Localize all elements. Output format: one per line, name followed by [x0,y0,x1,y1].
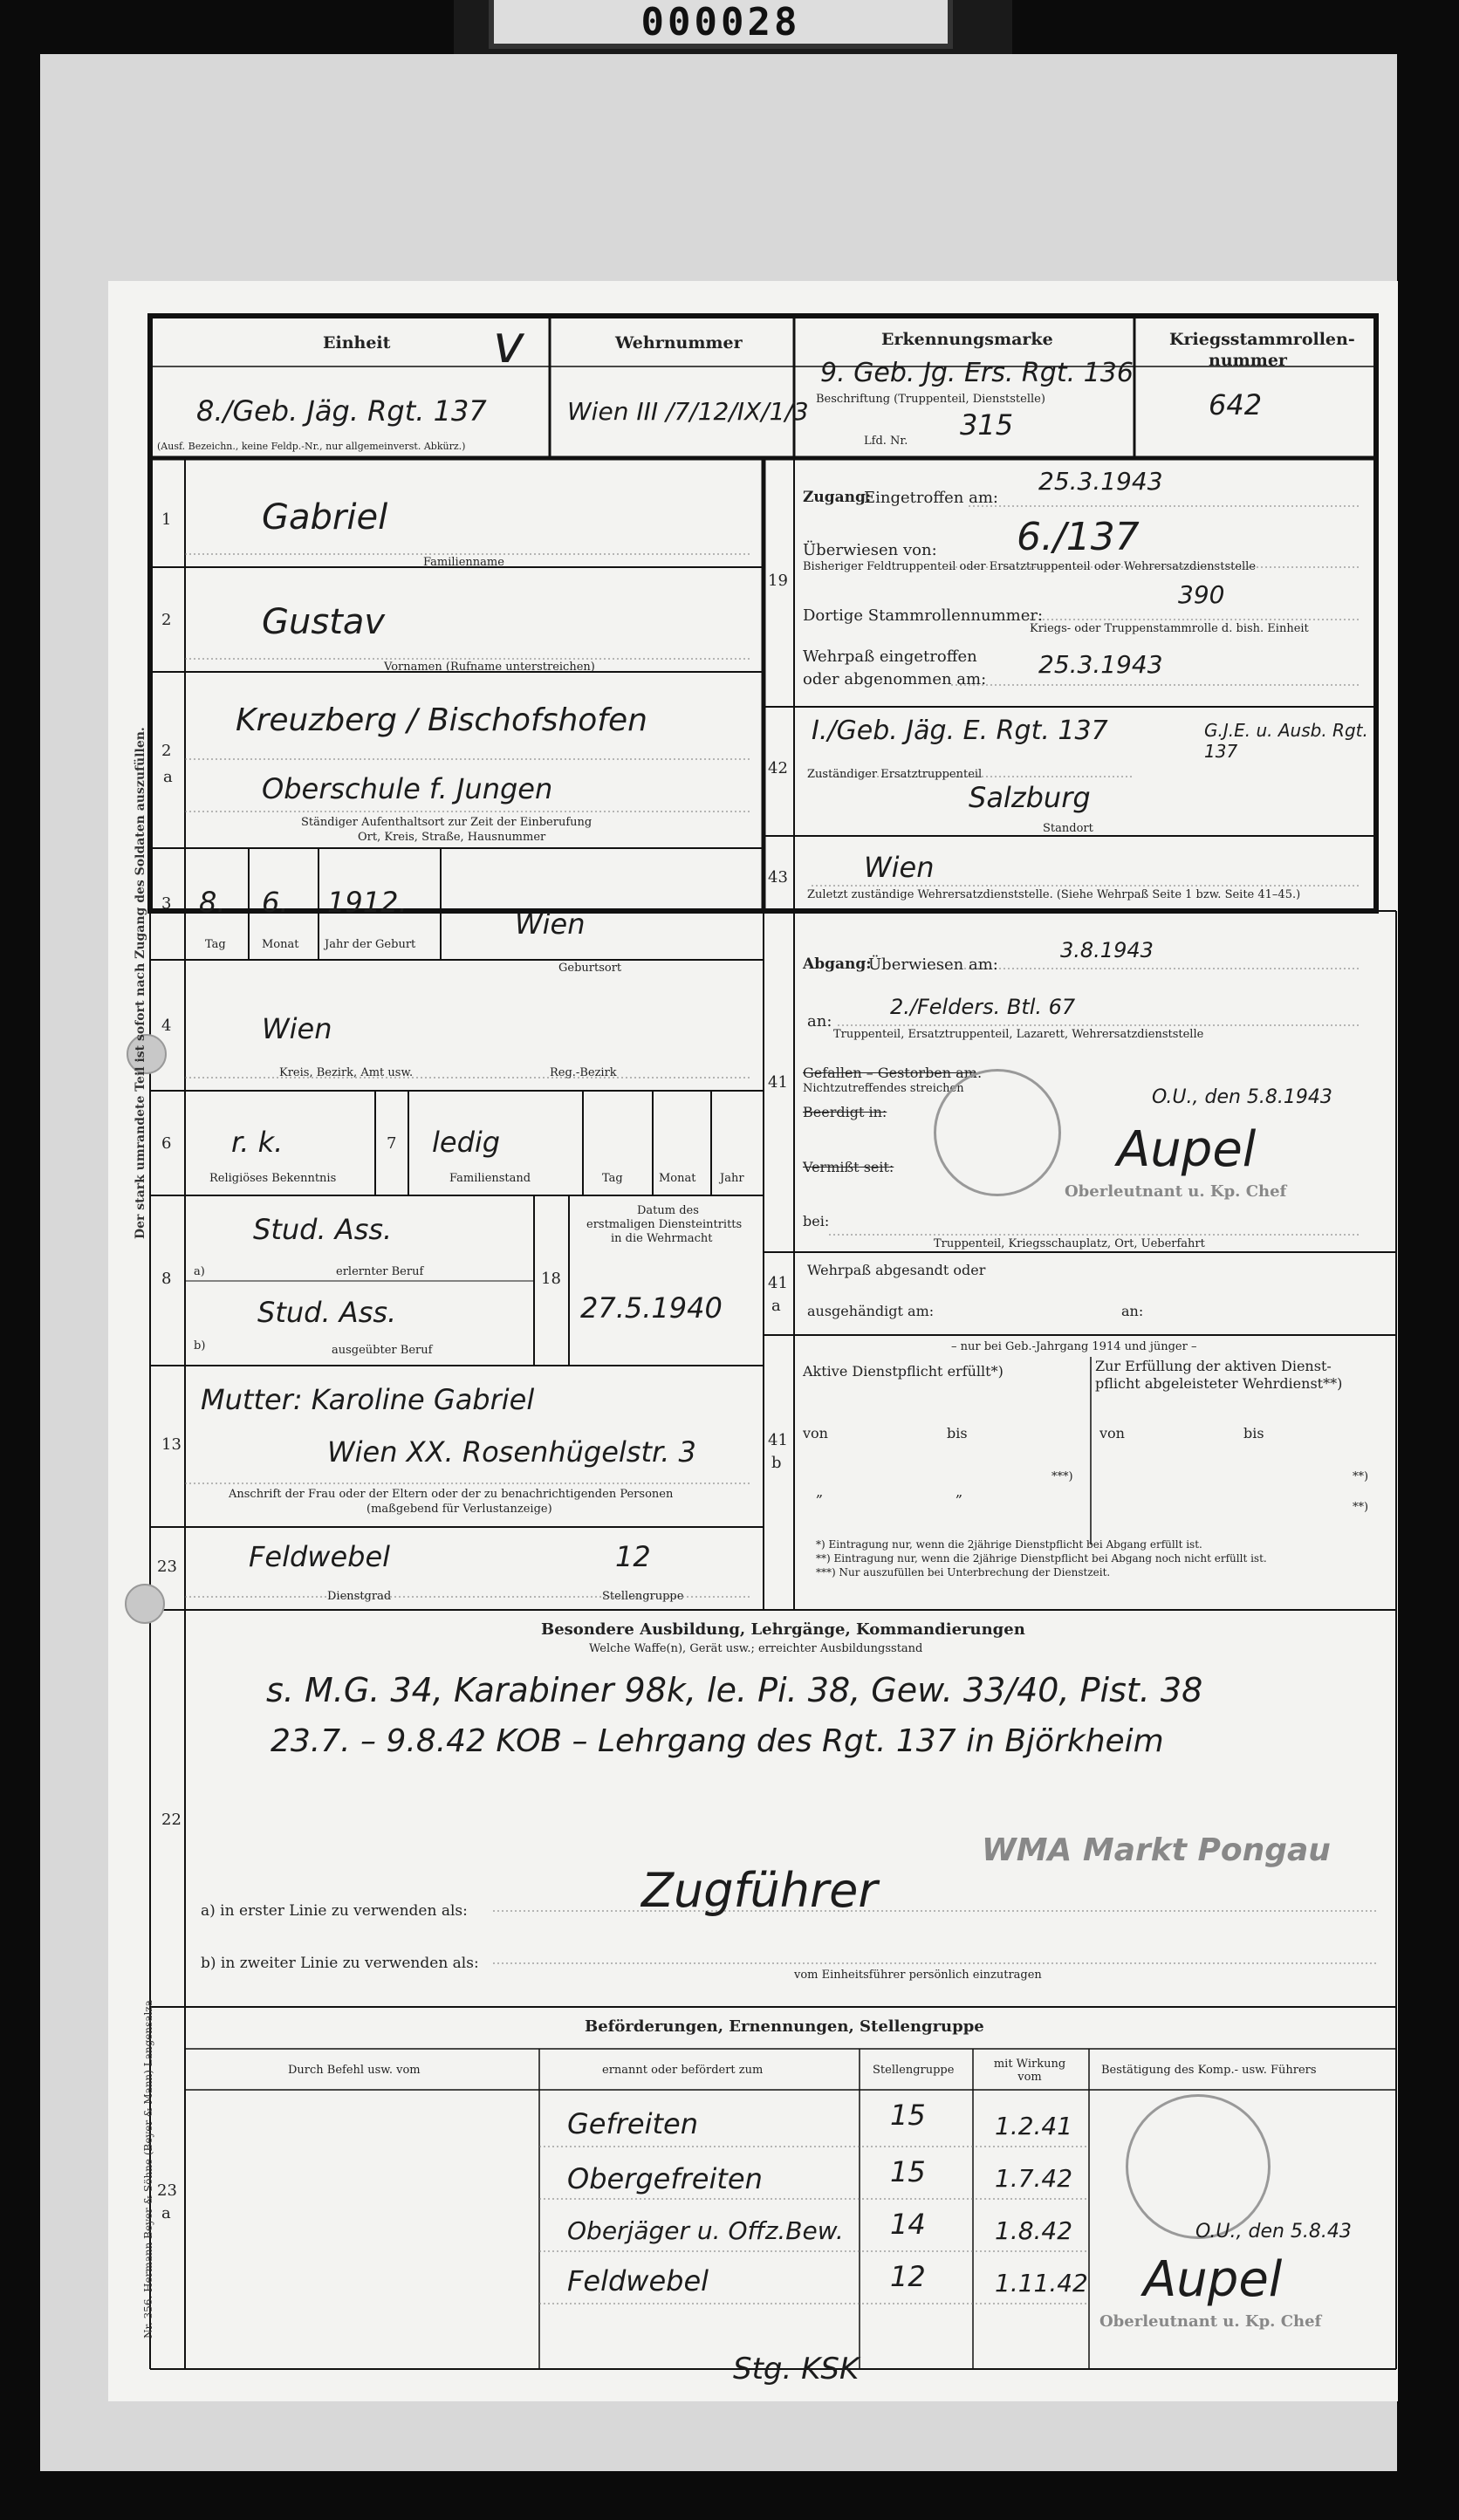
field-3-num: 3 [161,894,172,913]
eagle-stamp [934,1069,1061,1196]
gruppe-cell: 12 [890,2260,926,2293]
anschrift-line2: Wien XX. Rosenhügelstr. 3 [327,1435,696,1469]
date-cell: 1.7.42 [995,2164,1073,2193]
jahrgang-note: – nur bei Geb.-Jahrgang 1914 und jünger – [951,1340,1197,1353]
field-41-num: 41 [768,1073,788,1092]
dortige-stamm-value: 390 [1178,580,1225,609]
ausbildung-line2: 23.7. – 9.8.42 KOB – Lehrgang des Rgt. 137 in Björkheim [271,1723,1164,1759]
rank-cell: Gefreiten [567,2107,698,2140]
field-6-num: 6 [161,1134,172,1153]
geburt-jahr: 1912. [327,886,408,919]
dortige-stamm-note: Kriegs- oder Truppenstammrolle d. bish. Einheit [1030,622,1309,635]
wma-stamp: WMA Markt Pongau [982,1832,1331,1868]
eingetroffen-label: Eingetroffen am: [864,489,998,507]
round-stamp [1126,2094,1271,2239]
zugang-label: Zugang: [803,489,872,506]
befoerderungen-title: Beförderungen, Ernennungen, Stellengruppe [585,2017,984,2036]
familienname-label: Familienname [423,556,504,569]
gruppe-cell: 15 [890,2155,926,2188]
erste-linie-value: Zugführer [641,1863,878,1918]
ersatztruppenteil-side: G.J.E. u. Ausb. Rgt. 137 [1204,720,1368,762]
date-cell: 1.11.42 [995,2269,1088,2297]
kriegsstamm-header-2: nummer [1209,351,1287,370]
rank-cell: Feldwebel [567,2264,709,2297]
wehrpass-value: 25.3.1943 [1038,650,1163,679]
field-1-num: 1 [161,510,172,529]
aufenthalt-line1: Kreuzberg / Bischofshofen [236,702,647,738]
field-43-num: 43 [768,868,788,887]
aufenthalt-line2: Oberschule f. Jungen [262,772,553,805]
zur-bis: bis [1243,1425,1264,1441]
familienstand-value: ledig [432,1126,501,1159]
anschrift-line1: Mutter: Karoline Gabriel [201,1383,535,1416]
vermisst-label: Vermißt seit: [803,1159,894,1175]
stellengruppe-value: 12 [615,1540,651,1573]
field-41a-sub: a [771,1297,781,1315]
erkennungsmarke-header: Erkennungsmarke [881,330,1053,349]
aktive-ditto-von: „ [816,1483,824,1500]
abgang-signature: Aupel [1117,1121,1257,1178]
ausbildung-subtitle: Welche Waffe(n), Gerät usw.; erreichter Ausbildungsstand [589,1642,923,1655]
vertical-instruction: Der stark umrandete Teil ist sofort nach Zugang des Soldaten auszufüllen. [134,727,147,1239]
f8-b: b) [194,1339,206,1352]
befoerderung-stamp-text: Oberleutnant u. Kp. Chef [1099,2312,1322,2331]
standort-label: Standort [1043,822,1093,835]
col-befehl: Durch Befehl usw. vom [288,2064,421,2077]
familienstand-label: Familienstand [449,1172,531,1185]
date-cell: 1.8.42 [995,2216,1073,2245]
abgang-an-value: 2./Felders. Btl. 67 [890,995,1076,1019]
field-8-num: 8 [161,1270,172,1288]
field-2a-sub: a [163,768,173,786]
kreis-label: Kreis, Bezirk, Amt usw. [279,1066,414,1079]
wehrpass-an-label: an: [1121,1303,1144,1319]
aktive-star3: ***) [1051,1470,1073,1483]
marke-value: 9. Geb. Jg. Ers. Rgt. 136 [820,358,1134,388]
col-bestaetigung: Bestätigung des Komp.- usw. Führers [1101,2064,1317,2077]
footnote-2: **) Eintragung nur, wenn die 2jährige Dienstpflicht bei Abgang noch nicht erfüllt ist. [816,1552,1267,1565]
kreis-value: Wien [262,1012,332,1045]
f8-a: a) [194,1265,205,1278]
wehrpass-abgesandt-label2: ausgehändigt am: [807,1303,935,1319]
printer-imprint: Nr. 356. Hermann Beyer & Söhne (Beyer & Mann) Langensalza [142,2000,154,2339]
field-7-num: 7 [387,1134,397,1153]
ausbildung-line1: s. M.G. 34, Karabiner 98k, le. Pi. 38, Gew. 33/40, Pist. 38 [266,1671,1203,1709]
counter-number: 000028 [489,0,953,49]
stellengruppe-label: Stellengruppe [602,1590,684,1603]
field-13-num: 13 [161,1435,182,1454]
lfd-value: 315 [960,408,1014,442]
aktive-dienstpflicht-label: Aktive Dienstpflicht erfüllt*) [803,1363,1003,1380]
einheit-value: 8./Geb. Jäg. Rgt. 137 [196,394,487,428]
aufenthalt-label2: Ort, Kreis, Straße, Hausnummer [358,831,546,844]
aufenthalt-label1: Ständiger Aufenthaltsort zur Zeit der Einberufung [301,816,593,829]
field-2-num: 2 [161,611,172,629]
einheit-mark: v [493,314,524,375]
kriegsstamm-header: Kriegsstammrollen- [1169,330,1355,349]
abgang-sign-place: O.U., den 5.8.1943 [1152,1086,1332,1108]
gruppe-cell: 14 [890,2208,926,2241]
field-42-num: 42 [768,759,788,777]
wehrersatz-value: Wien [864,851,935,884]
ueberwiesen-von-value: 6./137 [1017,515,1140,559]
field-2a-num: 2 [161,742,172,760]
erste-linie-label: a) in erster Linie zu verwenden als: [201,1902,468,1920]
field-4-num: 4 [161,1017,172,1035]
diensteintritt-label3: in die Wehrmacht [611,1232,713,1245]
stamm-value: 642 [1209,388,1263,421]
f7-jahr-label: Jahr [720,1172,744,1185]
ersatztruppenteil-label: Zuständiger Ersatztruppenteil [807,768,983,781]
jahr-label: Jahr der Geburt [325,938,416,951]
beerdigt-label: Beerdigt in: [803,1104,887,1120]
gefallen-label: Gefallen – Gestorben am: [803,1065,983,1081]
date-cell: 1.2.41 [995,2112,1073,2140]
zur-erfuellung-label2: pflicht abgeleisteter Wehrdienst**) [1095,1375,1343,1392]
befoerderung-signature: Aupel [1143,2251,1283,2308]
wehrersatz-label: Zuletzt zuständige Wehrersatzdienststelle. (Siehe Wehrpaß Seite 1 bzw. Seite 41–45.) [807,888,1301,901]
erlernter-beruf-label: erlernter Beruf [336,1265,424,1278]
erlernter-beruf-value: Stud. Ass. [253,1213,393,1246]
zur-von: von [1099,1425,1125,1441]
f7-monat-label: Monat [659,1172,696,1185]
nichtzutreffendes-label: Nichtzutreffendes streichen [803,1082,964,1095]
abgang-an-note: Truppenteil, Ersatztruppenteil, Lazarett, Wehrersatzdienststelle [833,1028,1204,1041]
diensteintritt-label2: erstmaligen Diensteintritts [586,1218,743,1231]
bei-label: bei: [803,1213,830,1229]
abgang-ueberwiesen-label: Überwiesen am: [868,955,998,974]
religion-value: r. k. [231,1126,284,1159]
regbezirk-label: Reg.-Bezirk [550,1066,617,1079]
f7-tag-label: Tag [602,1172,623,1185]
geburt-monat: 6. [262,886,289,919]
aktive-bis: bis [947,1425,968,1441]
marke-note: Beschriftung (Truppenteil, Dienststelle) [816,393,1045,406]
ausgeuebter-beruf-label: ausgeübter Beruf [332,1344,433,1357]
abgang-label: Abgang: [803,955,872,973]
gruppe-cell: 15 [890,2099,926,2132]
wehrpass-label2: oder abgenommen am: [803,670,987,688]
einheit-note: (Ausf. Bezeichn., keine Feldp.-Nr., nur allgemeinverst. Abkürz.) [157,441,466,452]
ersatztruppenteil-value: I./Geb. Jäg. E. Rgt. 137 [812,716,1108,746]
eingetroffen-value: 25.3.1943 [1038,467,1163,496]
field-41b-sub: b [771,1454,782,1472]
ueberwiesen-von-label: Überwiesen von: [803,541,937,559]
vornamen-value: Gustav [262,602,386,642]
bottom-note: Stg. KSK [733,2352,860,2386]
punch-hole-bottom [125,1584,165,1624]
geburtsort-value: Wien [515,907,586,941]
wehrpass-label1: Wehrpaß eingetroffen [803,647,977,666]
aktive-von: von [803,1425,828,1441]
footnote-1: *) Eintragung nur, wenn die 2jährige Dienstpflicht bei Abgang erfüllt ist. [816,1538,1202,1551]
ausgeuebter-beruf-value: Stud. Ass. [257,1296,397,1329]
wehrpass-abgesandt-label1: Wehrpaß abgesandt oder [807,1262,986,1278]
ueberwiesen-von-note: Bisheriger Feldtruppenteil oder Ersatztruppenteil oder Wehrersatzdienststelle [803,560,1257,573]
field-23a-sub: a [161,2204,171,2222]
field-41b-num: 41 [768,1431,788,1449]
vornamen-label: Vornamen (Rufname unterstreichen) [384,661,595,674]
diensteintritt-value: 27.5.1940 [580,1291,723,1325]
zur-star2-b: **) [1353,1501,1369,1514]
footnote-3: ***) Nur auszufüllen bei Unterbrechung der Dienstzeit. [816,1566,1111,1578]
bei-note: Truppenteil, Kriegsschauplatz, Ort, Ueberfahrt [934,1237,1205,1250]
abgang-an-label: an: [807,1012,832,1031]
standort-value: Salzburg [969,781,1091,814]
rank-cell: Obergefreiten [567,2162,763,2195]
geburt-tag: 8. [199,886,226,919]
befoerderung-sign-place: O.U., den 5.8.43 [1195,2221,1352,2243]
lfd-label: Lfd. Nr. [864,435,908,448]
abgang-ueberwiesen-value: 3.8.1943 [1060,938,1154,962]
aktive-ditto-bis: „ [956,1483,963,1500]
anschrift-label1: Anschrift der Frau oder der Eltern oder der zu benachrichtigenden Personen [229,1488,674,1501]
wehrnummer-value: Wien III /7/12/IX/1/3 [567,397,809,426]
religion-label: Religiöses Bekenntnis [209,1172,337,1185]
field-23-num: 23 [157,1558,177,1576]
familienname-value: Gabriel [262,497,388,538]
col-stellengruppe: Stellengruppe [873,2064,955,2077]
geburtsort-label: Geburtsort [558,962,622,975]
zur-erfuellung-label1: Zur Erfüllung der aktiven Dienst- [1095,1358,1332,1374]
dienstgrad-label: Dienstgrad [327,1590,392,1603]
dienstgrad-value: Feldwebel [249,1540,391,1573]
zweite-linie-label: b) in zweiter Linie zu verwenden als: [201,1955,479,1972]
ausbildung-title: Besondere Ausbildung, Lehrgänge, Kommandierungen [541,1620,1025,1639]
abgang-stamp-text: Oberleutnant u. Kp. Chef [1065,1182,1287,1201]
col-ernannt: ernannt oder befördert zum [602,2064,764,2077]
field-41a-num: 41 [768,1274,788,1292]
col-wirkung: mit Wirkung vom [993,2058,1066,2084]
einheit-header: Einheit [323,333,391,353]
wehrnummer-header: Wehrnummer [615,333,743,353]
field-22-num: 22 [161,1811,182,1829]
anschrift-label2: (maßgebend für Verlustanzeige) [366,1503,552,1516]
monat-label: Monat [262,938,299,951]
einheitsfuehrer-note: vom Einheitsführer persönlich einzutragen [794,1969,1042,1982]
rank-cell: Oberjäger u. Offz.Bew. [567,2216,844,2245]
field-23a-num: 23 [157,2181,177,2200]
diensteintritt-label1: Datum des [637,1204,699,1217]
field-19-num: 19 [768,572,788,590]
dortige-stamm-label: Dortige Stammrollennummer: [803,606,1044,625]
zur-star2-a: **) [1353,1470,1369,1483]
tag-label: Tag [205,938,226,951]
field-18-num: 18 [541,1270,561,1288]
